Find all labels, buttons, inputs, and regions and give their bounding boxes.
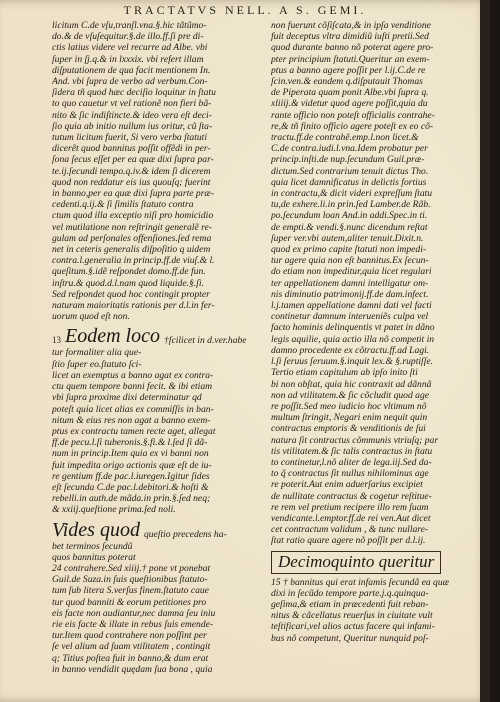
text-line: ſtio ſuper eo.ſtatuto ſci- (52, 358, 142, 370)
text-line: queſitum.§.idẽ reſpondet domo.ff.de fun. (52, 266, 206, 278)
text-line: de nullitate contractus & cogetur reſtitue- (271, 490, 432, 502)
text-line: de Piperata quam ponit Albe.vbi ſupra q. (271, 87, 429, 99)
left-column (52, 20, 266, 675)
text-line: num in princip.Item quia ex vi banni non (52, 448, 209, 460)
text-line: contractus emptoris & venditionis de ſui (271, 423, 426, 435)
text-line: dixi in ſecũdo tempore parte.j.q.quinqua- (271, 587, 429, 599)
text-line: ter appellationem damni intelligatur om- (271, 277, 429, 289)
text-line: naturam maioritatis rationis per d.l.in fer- (52, 300, 215, 312)
left-column-top-text (52, 20, 266, 322)
text-line: nitum & eius res non agat a banno exem- (52, 414, 211, 426)
text-line: ſuper in ſj.q.& in lxxxix. vbi refert illam (52, 53, 204, 65)
text-line: Guil.de Suza.in ſuis queſtionibus ſtatuto- (52, 574, 208, 586)
text-line: inſtru.& quod.d.l.nam quod liquide.§.ſi. (52, 277, 204, 289)
text-line: ff.de pecu.l.ſi tuberonis.§.fi.& l.ſed ſi dã- (52, 437, 208, 449)
text-line: ſcin.ven.& eandem q.diſputauit Thomas (271, 76, 423, 88)
text-line: quod ex primo capite ſtatuti non impedi- (271, 244, 427, 256)
text-line: Sed reſpondet quod hoc contingit propter (52, 288, 210, 300)
text-line: ſona ſecus eſſet per ea quæ dixi ſupra par- (52, 154, 214, 166)
rubric-eodem-loco-row (52, 324, 266, 346)
text-line: ctu quem tempore banni fecit. & ibi etiam (52, 381, 213, 393)
text-line: te.ij.ſecundi tempo.q.iv.& idem ſi dicerem (52, 165, 211, 177)
text-line: licet an exemptus a banno agat ex contra- (52, 369, 214, 381)
text-line: in banno,per ea quæ dixi ſupra parte præ- (52, 188, 215, 200)
text-line: gulam ad perſonales offenſiones.ſed rema (52, 232, 212, 244)
text-line: natura ſit contractus cõmmunis vtriuſq; par (271, 434, 439, 446)
text-line: in banno vendidit quędam ſua bona , quia (52, 663, 213, 675)
text-line: poteſt quia licet alias ex commiſſis in ban- (52, 403, 214, 415)
text-line: ſe vel alium ad ſuam vtilitatem , contingit (52, 641, 211, 653)
text-line: do.& de vſuſequitur.§.de illo.ff.ſi pre di- (52, 31, 204, 43)
text-line: bet terminos ſecundũ (52, 540, 133, 552)
text-line: tur formaliter alia que- (52, 347, 142, 359)
text-line: eis facte non audiantur,nec damna ſeu iniu (52, 607, 216, 619)
text-line: Tertio etiam capitulum ab ipſo inito ſti (271, 367, 418, 379)
text-line: re poſſit.Sed meo iudicio hoc vltimum nõ (271, 400, 427, 412)
text-line: princip.inſti.de nup.ſecundum Guil.præ- (271, 154, 425, 166)
text-line: re rem vel pretium recipere illo rem ſuam (271, 501, 429, 513)
text-line: net in ceteris generalis diſpoſitio q uidem (52, 244, 211, 256)
text-line: de empti.& vendi.§.nunc dicendum reſtat (271, 221, 428, 233)
text-line: licitum C.de vſu,tranſl.vna.§.hic tãtũmo- (52, 20, 207, 31)
text-line: tu,de exhere.li.in prin.ſed Lamber.de Rãb. (271, 199, 431, 211)
text-line: & xxiij.queſtione prima.ſed noli. (52, 504, 176, 516)
text-line: vbi ſupra proxime dixi determinatur qd (52, 392, 202, 404)
text-line: q; Titius poſtea fuit in banno,& dum erat (52, 652, 209, 664)
right-column-bottom-text (271, 577, 485, 644)
text-line: tractu.ff.de contrahẽ.emp.l.non licet.& (271, 132, 419, 144)
text-line: cedenti.q.ij.& ſi ſimilis ſtatuto contra (52, 199, 194, 211)
text-line: ſio quia ab initio nullum ius oritur, cũ ſta- (52, 120, 213, 132)
text-line: tur.Item quod contrahere non poſſint per (52, 630, 207, 642)
text-line: ptus a banno agere poſſit per l.ij.C.de re (271, 64, 426, 76)
text-line: fuit deceptus vltra dimidiũ iuſti pretii.Sed (271, 31, 429, 43)
text-line: quod non reddatur eis ius quouſq; fuerint (52, 176, 211, 188)
text-line: uorum quod eſt non. (52, 311, 130, 323)
text-line: nito & ſic indiſtincte.& ideo vera eſt deci- (52, 109, 212, 121)
rubric-vides-quod: Vides quod (52, 518, 140, 541)
text-line: re gentium ff.de pac.l.iuregen.Igitur ſides (52, 470, 210, 482)
text-line: ptus ex contractu tamen recte aget, allegat (52, 425, 216, 437)
text-line: do etiam non impeditur,quia licet regulari (271, 266, 432, 278)
text-line: re,& tñ finito officio agere poteſt ex eo cõ- (271, 120, 434, 132)
text-line: nis diminutio patrimonij.ff.de dam.infect. (271, 288, 429, 300)
rubric-eodem-loco-tail: †ſcilicet in d.ver.habe (163, 335, 247, 347)
text-line: multum ſtringit, Negari enim nequit quin (271, 412, 428, 424)
text-line: to quo cauetur vt vel rationẽ non fieri bã- (52, 98, 212, 110)
rubric-eodem-loco: Eodem loco (65, 325, 160, 348)
text-line: quia licet damnificatus in delictis fortius (271, 176, 427, 188)
text-line: eſt ſecunda C.de pac.l.debitori.& hoſti & (52, 481, 209, 493)
text-line: rie eis facte & illate in rebus ſuis emende- (52, 618, 214, 630)
text-line: ſuper ver.vbi autem,aliter tenuit.Dixit.n. (271, 232, 424, 244)
text-line: contra.l.generalia in princip.ff.de viuſ.& l. (52, 255, 215, 267)
paragraph-number-13: 13 (52, 335, 61, 346)
text-line: tutum licitum fuerit, Si vero verba ſtatuti (52, 132, 207, 144)
text-line: tur quod banniti & eorum petitiones pro (52, 596, 207, 608)
text-line: diſputationem de qua facit mentionem In. (52, 64, 211, 76)
text-line: rante officio non poteſt officialis contrahe- (271, 109, 435, 121)
rubric-vides-quod-tail: queſtio precedens ha- (143, 528, 227, 540)
text-line: quod durante banno nõ poterat agere pro- (271, 42, 434, 54)
text-line: vel mutilatione non reſtringit generalẽ re- (52, 221, 212, 233)
text-line: non fuerunt cõſiſcata,& in ipſa venditione (271, 20, 431, 31)
text-line: quos bannitus poterat (52, 551, 136, 563)
text-line: dictum.Sed contrarium tenuit dictus Tho. (271, 165, 429, 177)
text-line: to q̃ contractus ſit nullus nihilominus age (271, 468, 429, 480)
text-line: bi non obſtat, quia hic contraxit ad dãnnã (271, 378, 432, 390)
text-line: 24 contrahere.Sed xiiij.† pone vt ponebat (52, 562, 211, 574)
text-line: rebelli.in auth.de mãda.in prin.§.ſed neq; (52, 493, 211, 505)
text-line: ſtat ratio quare agere nõ poſſit per d.l.ij. (271, 535, 426, 547)
text-line: to continetur,l.nõ aliter de lega.iij.Sed da- (271, 456, 432, 468)
text-line: cet contractum validum , & tunc nullare- (271, 524, 429, 536)
text-line: C.de contra.iudi.l.vna.Idem probatur per (271, 143, 428, 155)
text-line: tur agere quia non eſt bannitus.Ex ſecun- (271, 255, 429, 267)
text-line: l.ſi ſeruus ſeruum.§.inquit lex.& §.ruptiſſe. (271, 356, 434, 368)
text-line: nitus & cãcellatus reuerſus in ciuitate vult (271, 610, 433, 622)
text-line: ctum quod illa exceptio niſi pro homicidio (52, 210, 214, 222)
text-line: re poterit.Aut enim aduerſarius excipiet (271, 479, 423, 491)
text-line: geſima,& etiam in præcedenti fuit reban- (271, 598, 429, 610)
text-line: fuit impedita origo actionis quæ eſt de iu- (52, 459, 212, 471)
text-line: pter principium ſtatuti.Queritur an exem- (271, 53, 430, 65)
left-column-bottom-text (52, 541, 266, 675)
text-line: tis vtilitatem.& ſic talis contractus in ſtatu (271, 445, 433, 457)
text-line: ctis latius videre vel recurre ad Albe. vbi (52, 42, 208, 54)
text-line: And. vbi ſupra de verbo ad verbum.Con- (52, 76, 208, 88)
text-line: 15 † bannitus qui erat infamis ſecundã ea quæ (271, 576, 450, 588)
rubric-vides-quod-row (52, 518, 266, 540)
right-column (271, 20, 485, 644)
text-line: tum ſub litera S.verſus finem.ſtatuto caue (52, 585, 209, 597)
text-line: legis aquilie, quia actio illa nõ competit in (271, 333, 435, 345)
text-line: in contractu,& dicit videri expreſſum ſtatu (271, 188, 433, 200)
text-line: xliiij.& videtur quod agere poſſit,quia du (271, 98, 428, 110)
text-line: bus nõ competunt, Queritur nunquid poſ- (271, 632, 429, 644)
text-line: ſidera tñ quod hæc deciſio loquitur in ſtatu (52, 87, 216, 99)
section-heading-decimoquinto: Decimoquinto queritur (271, 551, 441, 574)
text-line: po.ſecundum loan And.in addi.Spec.in ti. (271, 210, 428, 222)
text-line: damno procedente ex cõtractu.ff.ad Lagi. (271, 344, 430, 356)
left-column-middle-text (52, 347, 266, 515)
text-line: facto hominis delinquentis vt patet in dãno (271, 322, 435, 334)
right-column-top-text (271, 20, 485, 547)
text-line: dicerẽt quod bannitus poſſit offẽdi in per- (52, 143, 211, 155)
text-line: l.j.tamen appellatione damni dati vel facti (271, 300, 432, 312)
text-line: continetur damnum interueniẽs culpa vel (271, 311, 429, 323)
running-head: TRACTATVS NELL. A S. GEMI. (123, 3, 367, 17)
text-line: vendicante.l.emptor.ff.de rei ven.Aut dicet (271, 512, 431, 524)
text-line: non ad vtilitatem.& ſic cõcludit quod age (271, 389, 430, 401)
text-line: teſtificari,vel alios actus facere qui infami- (271, 621, 435, 633)
